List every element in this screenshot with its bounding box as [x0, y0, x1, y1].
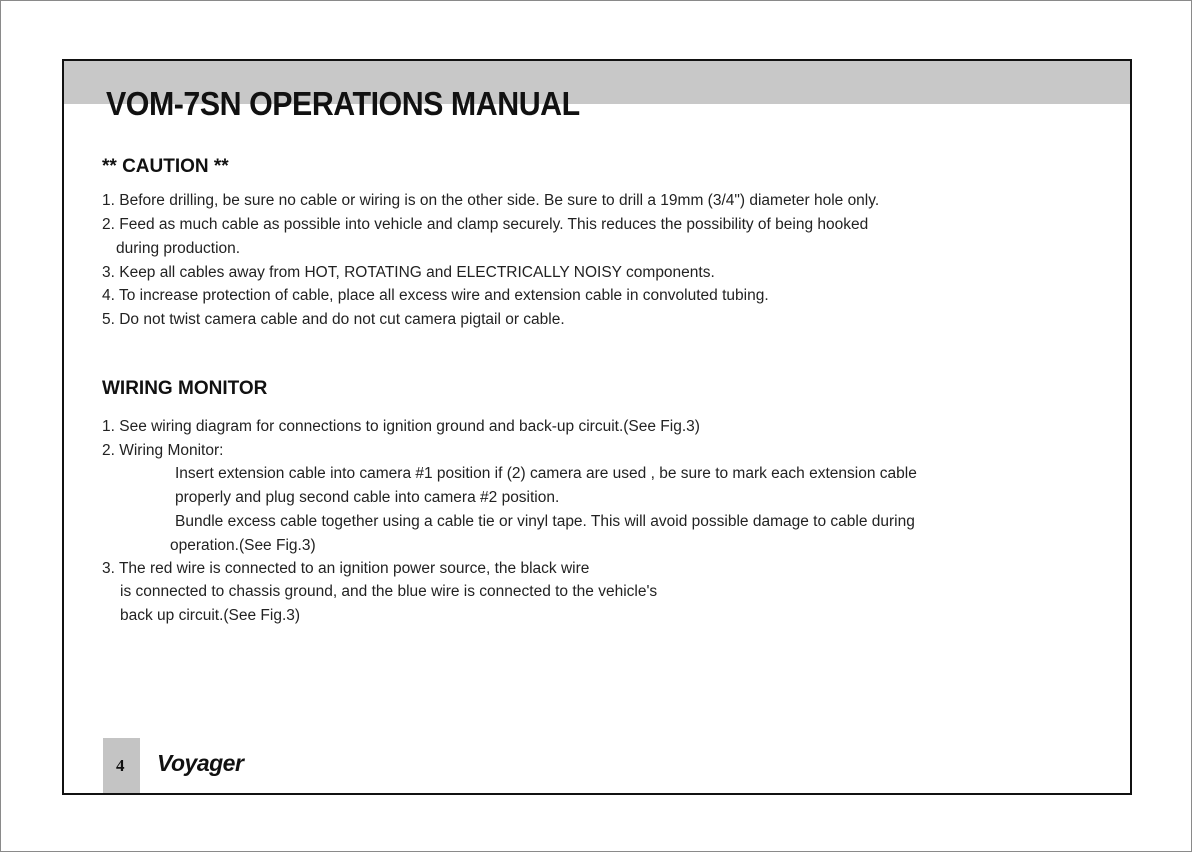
caution-line-2-cont: during production.: [116, 240, 241, 257]
wiring-line-3: 3. The red wire is connected to an ignition power source, the black wire: [102, 560, 590, 577]
wiring-line-2b: properly and plug second cable into camera #2 position.: [175, 489, 560, 506]
caution-line-3: 3. Keep all cables away from HOT, ROTATING and ELECTRICALLY NOISY components.: [102, 264, 715, 281]
wiring-line-2c: Bundle excess cable together using a cable tie or vinyl tape. This will avoid possible damage to cable during: [175, 513, 915, 530]
wiring-line-2a: Insert extension cable into camera #1 position if (2) camera are used , be sure to mark each extension cable: [175, 465, 917, 482]
wiring-heading: WIRING MONITOR: [102, 378, 268, 399]
page-number: 4: [116, 756, 125, 775]
caution-line-1: 1. Before drilling, be sure no cable or wiring is on the other side. Be sure to drill a 19mm (3/4") diameter hole only.: [102, 192, 880, 209]
caution-line-4: 4. To increase protection of cable, place all excess wire and extension cable in convoluted tubing.: [102, 287, 769, 304]
caution-heading: ** CAUTION **: [102, 156, 229, 177]
wiring-line-3b: is connected to chassis ground, and the blue wire is connected to the vehicle's: [120, 583, 658, 600]
wiring-line-3c: back up circuit.(See Fig.3): [120, 607, 301, 624]
caution-line-5: 5. Do not twist camera cable and do not cut camera pigtail or cable.: [102, 311, 565, 328]
wiring-line-2d: operation.(See Fig.3): [170, 537, 316, 554]
brand-logo: Voyager: [157, 750, 244, 776]
wiring-line-1: 1. See wiring diagram for connections to ignition ground and back-up circuit.(See Fig.3): [102, 418, 700, 435]
page-title: VOM-7SN OPERATIONS MANUAL: [106, 85, 580, 122]
manual-page: [62, 59, 1132, 795]
wiring-line-2: 2. Wiring Monitor:: [102, 442, 224, 459]
caution-line-2: 2. Feed as much cable as possible into vehicle and clamp securely. This reduces the possibility of being hooked: [102, 216, 869, 233]
